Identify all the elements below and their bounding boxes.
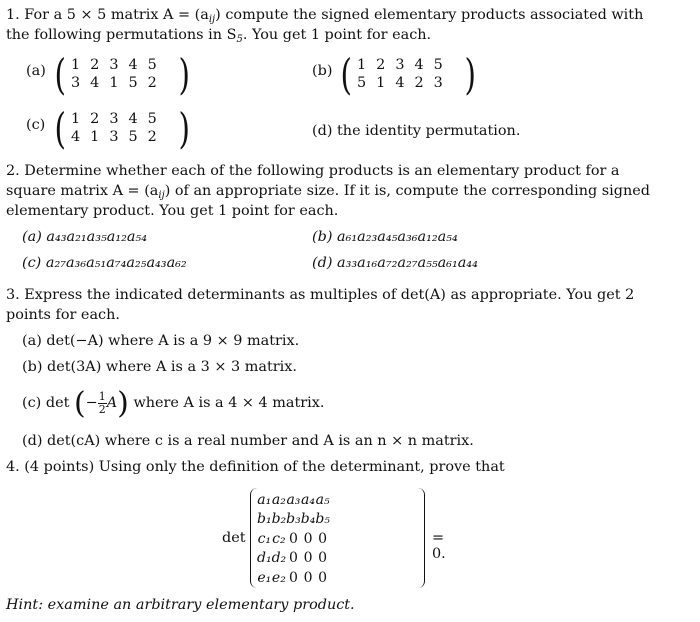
det-right-bar xyxy=(418,488,425,588)
q2-line1: 2. Determine whether each of the following products is an elementary product for a xyxy=(6,163,620,179)
q2b-product: (b) a₆₁a₂₃a₄₅a₃₆a₁₂a₅₄ xyxy=(312,229,458,245)
q2a-product: (a) a₄₃a₂₁a₃₅a₁₂a₅₄ xyxy=(22,229,147,245)
q2d-product: (d) a₃₃a₁₆a₇₂a₂₇a₅₅a₆₁a₄₄ xyxy=(312,255,478,271)
q1c-matrix: 1 2 3 4 5 4 1 3 5 2 xyxy=(71,111,157,145)
det-label: det xyxy=(222,530,246,546)
q1c-label: (c) xyxy=(26,117,46,133)
q1b-label: (b) xyxy=(312,63,333,79)
det-matrix: a₁ a₂ a₃ a₄ a₅ b₁ b₂ b₃ b₄ b₅ c₁ c₂ 0 0 0 d₁ d₂ 0 0 0 e₁ e₂ 0 0 0 xyxy=(257,491,330,586)
q1-line1: 1. For a 5 × 5 matrix $A = (a_{ij})$ compute the signed elementary products associated with xyxy=(6,7,644,25)
q1-line2: the following permutations in $S_5$. You get 1 point for each. xyxy=(6,27,432,45)
q3d-text: (d) det(cA) where c is a real number and A is an n × n matrix. xyxy=(22,433,474,449)
q1d-text: (d) the identity permutation. xyxy=(312,123,521,139)
q2-line3: elementary product. You get 1 point for each. xyxy=(6,203,339,219)
q3b-text: (b) det(3A) where A is a 3 × 3 matrix. xyxy=(22,359,297,375)
q1c-permutation: (c) ( 1 2 3 4 5 4 1 3 5 2 ) xyxy=(26,104,190,153)
one-half-fraction: $\frac{1}{2}$ xyxy=(98,389,106,416)
q1b-matrix: 1 2 3 4 5 5 1 4 2 3 xyxy=(357,57,443,91)
q2c-product: (c) a₂₇a₃₆a₅₁a₇₄a₂₅a₄₃a₆₂ xyxy=(22,255,187,271)
q3-line1: 3. Express the indicated determinants as multiples of det(A) as appropriate. You get 2 xyxy=(6,287,635,303)
q3-line2: points for each. xyxy=(6,307,120,323)
q1a-matrix: 1 2 3 4 5 3 4 1 5 2 xyxy=(71,57,157,91)
q3c-text: (c) det (− $\frac{1}{2}$ A) where A is a 4 × 4 matrix. xyxy=(22,386,325,421)
q4-hint: Hint: examine an arbitrary elementary product. xyxy=(6,597,355,613)
q1b-permutation: (b) ( 1 2 3 4 5 5 1 4 2 3 ) xyxy=(312,50,476,99)
q1a-label: (a) xyxy=(26,63,46,79)
det-left-bar xyxy=(250,488,257,588)
q3a-text: (a) det(−A) where A is a 9 × 9 matrix. xyxy=(22,333,300,349)
q1a-permutation: (a) ( 1 2 3 4 5 3 4 1 5 2 ) xyxy=(26,50,190,99)
q4-line1: 4. (4 points) Using only the definition of the determinant, prove that xyxy=(6,459,505,475)
q2-line2: square matrix $A = (a_{ij})$ of an appropriate size. If it is, compute the corresponding signed xyxy=(6,183,650,201)
equals-zero: = 0. xyxy=(432,530,446,562)
